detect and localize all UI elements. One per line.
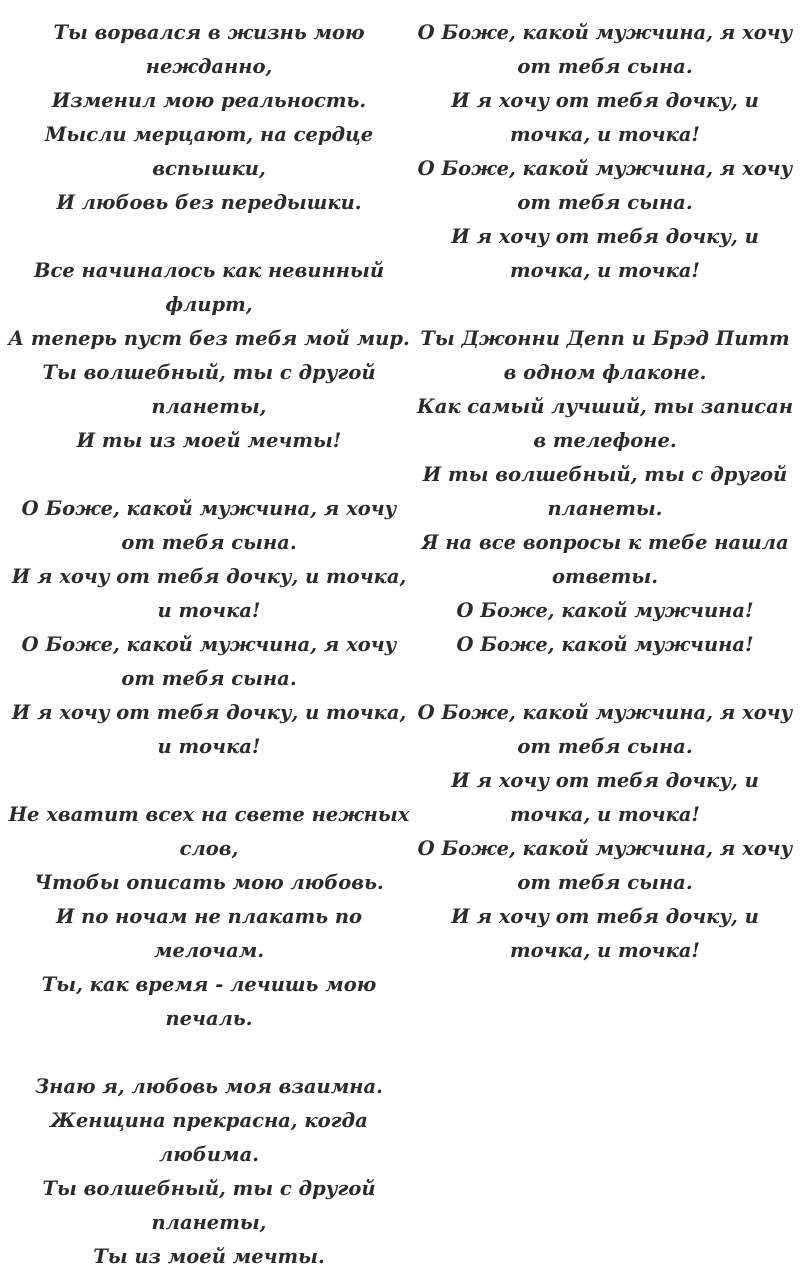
stanza bbox=[4, 254, 414, 458]
lyric-line: О Боже, какой мужчина, я хочу от тебя сына. bbox=[417, 837, 793, 894]
lyric-line: И любовь без передышки. bbox=[56, 191, 362, 214]
lyric-line: И я хочу от тебя дочку, и точка, и точка! bbox=[11, 701, 407, 758]
stanza bbox=[4, 492, 414, 764]
lyric-line: И я хочу от тебя дочку, и точка, и точка! bbox=[451, 769, 759, 826]
lyric-line: Знаю я, любовь моя взаимна. bbox=[35, 1075, 383, 1098]
stanza bbox=[414, 322, 796, 662]
lyric-line: Как самый лучший, ты записан в телефоне. bbox=[416, 395, 794, 452]
lyric-line: О Боже, какой мужчина, я хочу от тебя сына. bbox=[417, 701, 793, 758]
lyric-line: Изменил мою реальность. bbox=[51, 89, 367, 112]
lyric-line: И я хочу от тебя дочку, и точка, и точка! bbox=[451, 89, 759, 146]
right-column bbox=[414, 0, 800, 1178]
lyric-line: Ты ворвался в жизнь мою нежданно, bbox=[53, 21, 365, 78]
lyric-line: И ты из моей мечты! bbox=[76, 429, 342, 452]
lyric-line: И я хочу от тебя дочку, и точка, и точка! bbox=[451, 225, 759, 282]
lyric-line: О Боже, какой мужчина, я хочу от тебя сына. bbox=[21, 633, 397, 690]
lyric-line: О Боже, какой мужчина, я хочу от тебя сына. bbox=[417, 21, 793, 78]
lyric-line: Ты из моей мечты. bbox=[93, 1245, 325, 1268]
lyric-line: О Боже, какой мужчина, я хочу от тебя сына. bbox=[417, 157, 793, 214]
lyric-line: Ты волшебный, ты с другой планеты, bbox=[42, 361, 376, 418]
lyric-line: Я на все вопросы к тебе нашла ответы. bbox=[421, 531, 789, 588]
lyric-line: Ты Джонни Депп и Брэд Питт в одном флаконе. bbox=[420, 327, 790, 384]
stanza bbox=[4, 16, 414, 220]
lyric-line: О Боже, какой мужчина! bbox=[456, 599, 754, 622]
lyric-line: И по ночам не плакать по мелочам. bbox=[55, 905, 363, 962]
lyric-line: А теперь пуст без тебя мой мир. bbox=[8, 327, 410, 350]
lyric-line: О Боже, какой мужчина! bbox=[456, 633, 754, 656]
stanza bbox=[4, 1070, 414, 1274]
lyric-line: Не хватит всех на свете нежных слов, bbox=[8, 803, 410, 860]
lyric-line: О Боже, какой мужчина, я хочу от тебя сына. bbox=[21, 497, 397, 554]
lyric-line: Ты волшебный, ты с другой планеты, bbox=[42, 1177, 376, 1234]
lyric-line: Мысли мерцают, на сердце вспышки, bbox=[44, 123, 374, 180]
stanza bbox=[4, 798, 414, 1036]
stanza bbox=[414, 696, 796, 968]
lyric-line: Чтобы описать мою любовь. bbox=[34, 871, 384, 894]
stanza bbox=[414, 16, 796, 288]
lyric-line: Ты, как время - лечишь мою печаль. bbox=[41, 973, 377, 1030]
lyric-line: И я хочу от тебя дочку, и точка, и точка! bbox=[451, 905, 759, 962]
lyric-line: Женщина прекрасна, когда любима. bbox=[50, 1109, 368, 1166]
lyric-line: И я хочу от тебя дочку, и точка, и точка! bbox=[11, 565, 407, 622]
lyric-line: Все начиналось как невинный флирт, bbox=[33, 259, 385, 316]
lyric-line: И ты волшебный, ты с другой планеты. bbox=[422, 463, 788, 520]
